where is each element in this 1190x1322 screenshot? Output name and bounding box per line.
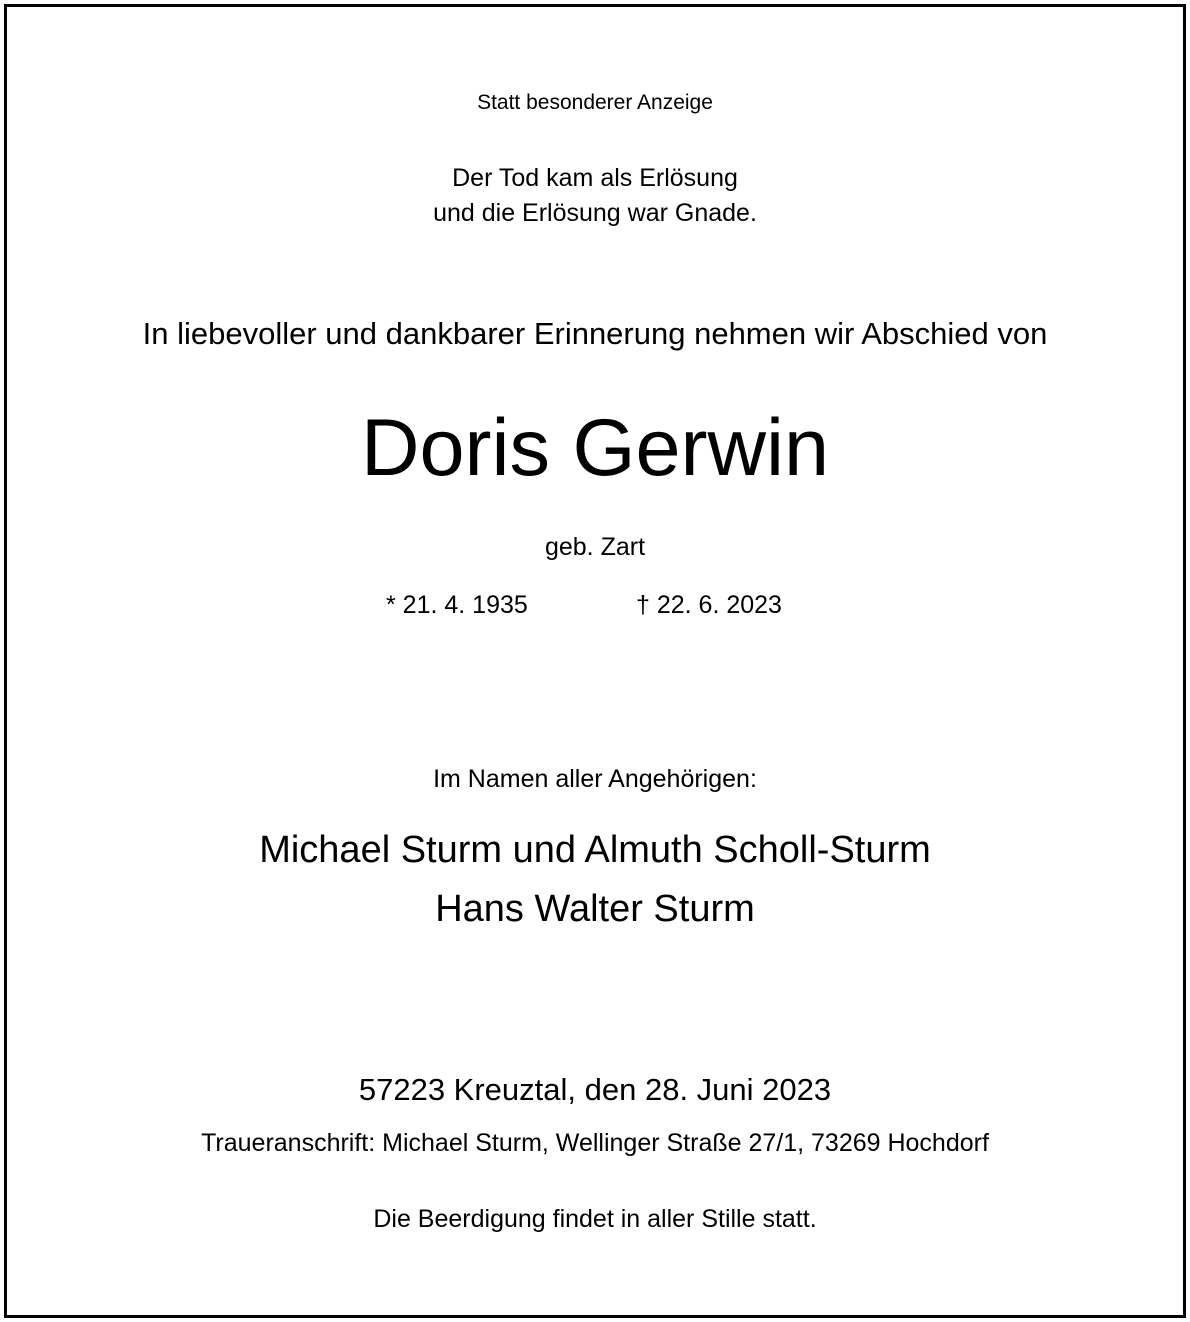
farewell-intro: In liebevoller und dankbarer Erinnerung nehmen wir Abschied von — [142, 316, 1048, 351]
birth-name: geb. Zart — [544, 533, 646, 561]
family-intro: Im Namen aller Angehörigen: — [433, 765, 757, 793]
mourner-line-2: Hans Walter Sturm — [435, 888, 755, 930]
verse-line-1: Der Tod kam als Erlösung — [452, 164, 738, 192]
verse-line-2: und die Erlösung war Gnade. — [433, 199, 757, 227]
mourning-address: Traueranschrift: Michael Sturm, Wellinger Straße 27/1, 73269 Hochdorf — [201, 1129, 989, 1157]
funeral-note: Die Beerdigung findet in aller Stille statt. — [373, 1205, 817, 1233]
mourner-line-1: Michael Sturm und Almuth Scholl-Sturm — [259, 829, 931, 871]
place-and-date: 57223 Kreuztal, den 28. Juni 2023 — [358, 1072, 832, 1107]
birth-date: * 21. 4. 1935 — [386, 591, 528, 619]
notice-header: Statt besonderer Anzeige — [477, 91, 713, 114]
death-date: † 22. 6. 2023 — [636, 591, 782, 619]
deceased-name: Doris Gerwin — [360, 403, 830, 493]
